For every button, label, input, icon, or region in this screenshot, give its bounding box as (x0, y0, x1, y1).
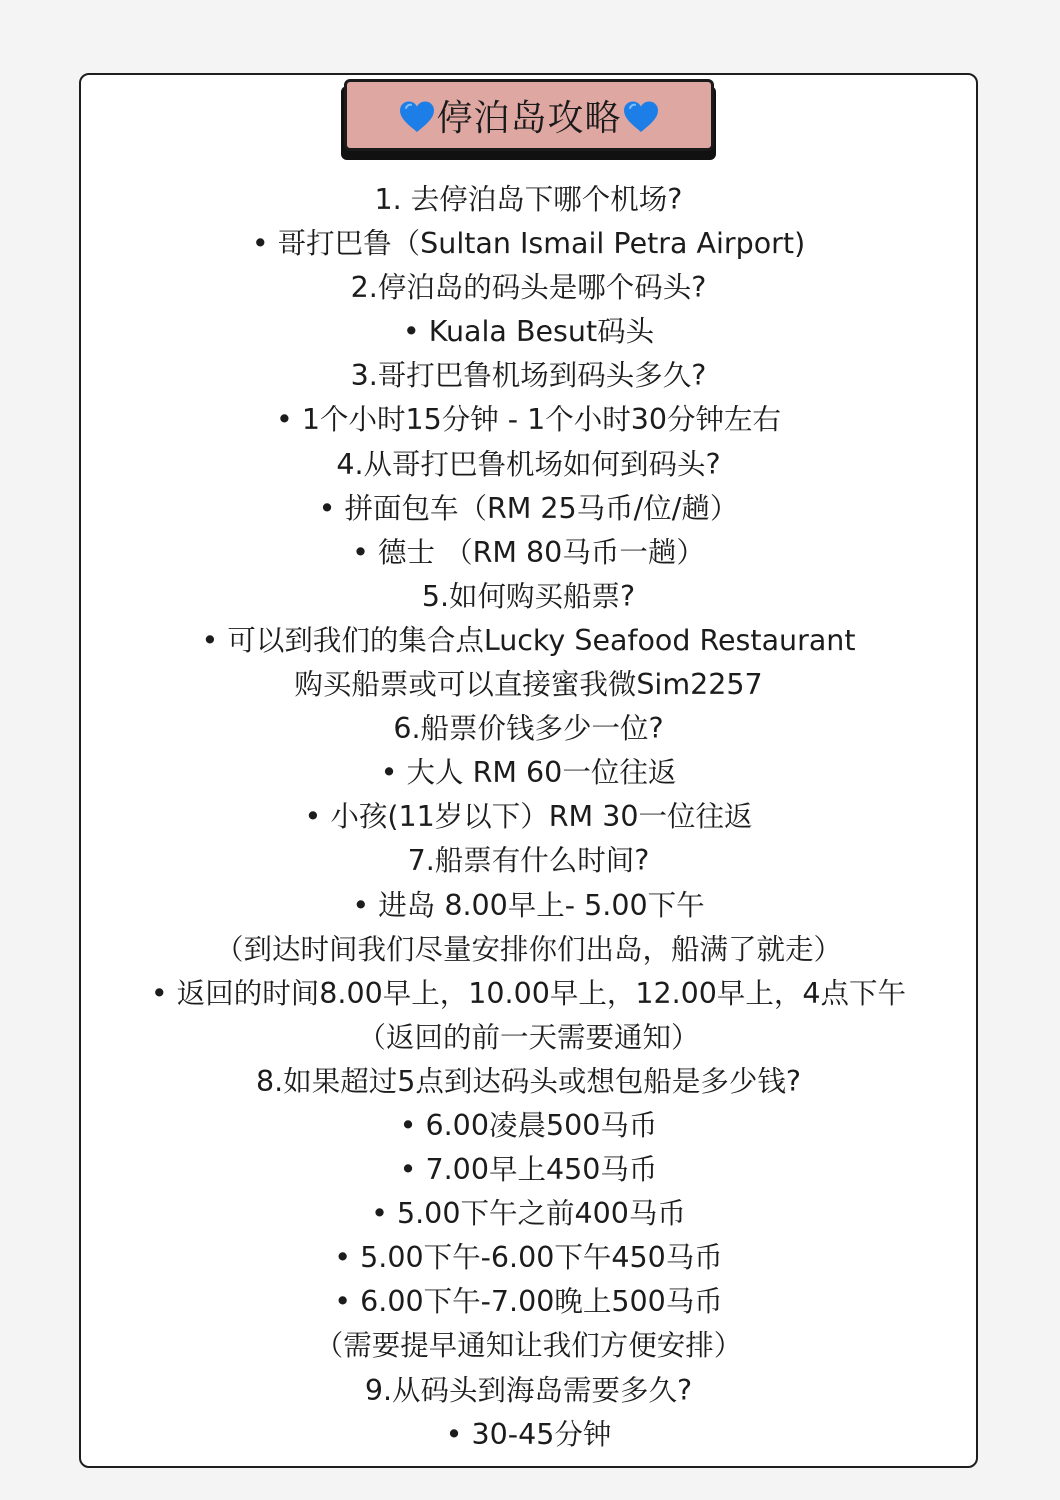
answer-line: • 1个小时15分钟 - 1个小时30分钟左右 (275, 403, 782, 437)
note-line: （需要提早通知让我们方便安排） (314, 1329, 743, 1363)
answer-line: • 5.00下午之前400马币 (371, 1197, 686, 1231)
answer-line: • 拼面包车（RM 25马币/位/趟） (318, 491, 739, 525)
title-box (344, 79, 714, 151)
question-line: 3.哥打巴鲁机场到码头多久? (350, 359, 707, 393)
question-line: 4.从哥打巴鲁机场如何到码头? (336, 447, 721, 481)
blue-heart-icon (622, 100, 660, 134)
answer-line: • 7.00早上450马币 (399, 1153, 658, 1187)
answer-line: • 返回的时间8.00早上，10.00早上，12.00早上，4点下午 (150, 976, 907, 1010)
answer-line: • 小孩(11岁以下）RM 30一位往返 (304, 800, 753, 834)
answer-line: • 大人 RM 60一位往返 (380, 756, 677, 790)
answer-line: • Kuala Besut码头 (402, 315, 655, 349)
answer-line: • 6.00下午-7.00晚上500马币 (334, 1285, 723, 1319)
question-line: 1. 去停泊岛下哪个机场? (374, 183, 683, 216)
title-text: 停泊岛攻略 (436, 97, 622, 139)
answer-line: 购买船票或可以直接蜜我微Sim2257 (294, 668, 763, 702)
note-line: （返回的前一天需要通知） (357, 1020, 700, 1054)
blue-heart-icon (398, 100, 436, 134)
title-banner (341, 78, 718, 162)
question-line: 5.如何购买船票? (421, 579, 636, 613)
question-line: 9.从码头到海岛需要多久? (364, 1373, 693, 1407)
answer-line: • 可以到我们的集合点Lucky Seafood Restaurant (201, 623, 856, 657)
question-line: 7.船票有什么时间? (407, 844, 650, 878)
answer-line: • 德士 （RM 80马币一趟） (352, 535, 705, 569)
answer-line: • 哥打巴鲁（Sultan Ismail Petra Airport) (251, 227, 806, 261)
answer-line: • 6.00凌晨500马币 (399, 1108, 658, 1142)
guide-lines (79, 178, 978, 1457)
question-line: 6.船票价钱多少一位? (393, 712, 664, 746)
answer-line: • 进岛 8.00早上- 5.00下午 (352, 888, 705, 922)
question-line: 2.停泊岛的码头是哪个码头? (350, 271, 707, 305)
note-line: （到达时间我们尽量安排你们出岛，船满了就走） (214, 932, 842, 966)
answer-line: • 5.00下午-6.00下午450马币 (334, 1241, 723, 1275)
page-title (398, 90, 659, 141)
answer-line: • 30-45分钟 (445, 1417, 612, 1451)
question-line: 8.如果超过5点到达码头或想包船是多少钱? (256, 1064, 801, 1098)
